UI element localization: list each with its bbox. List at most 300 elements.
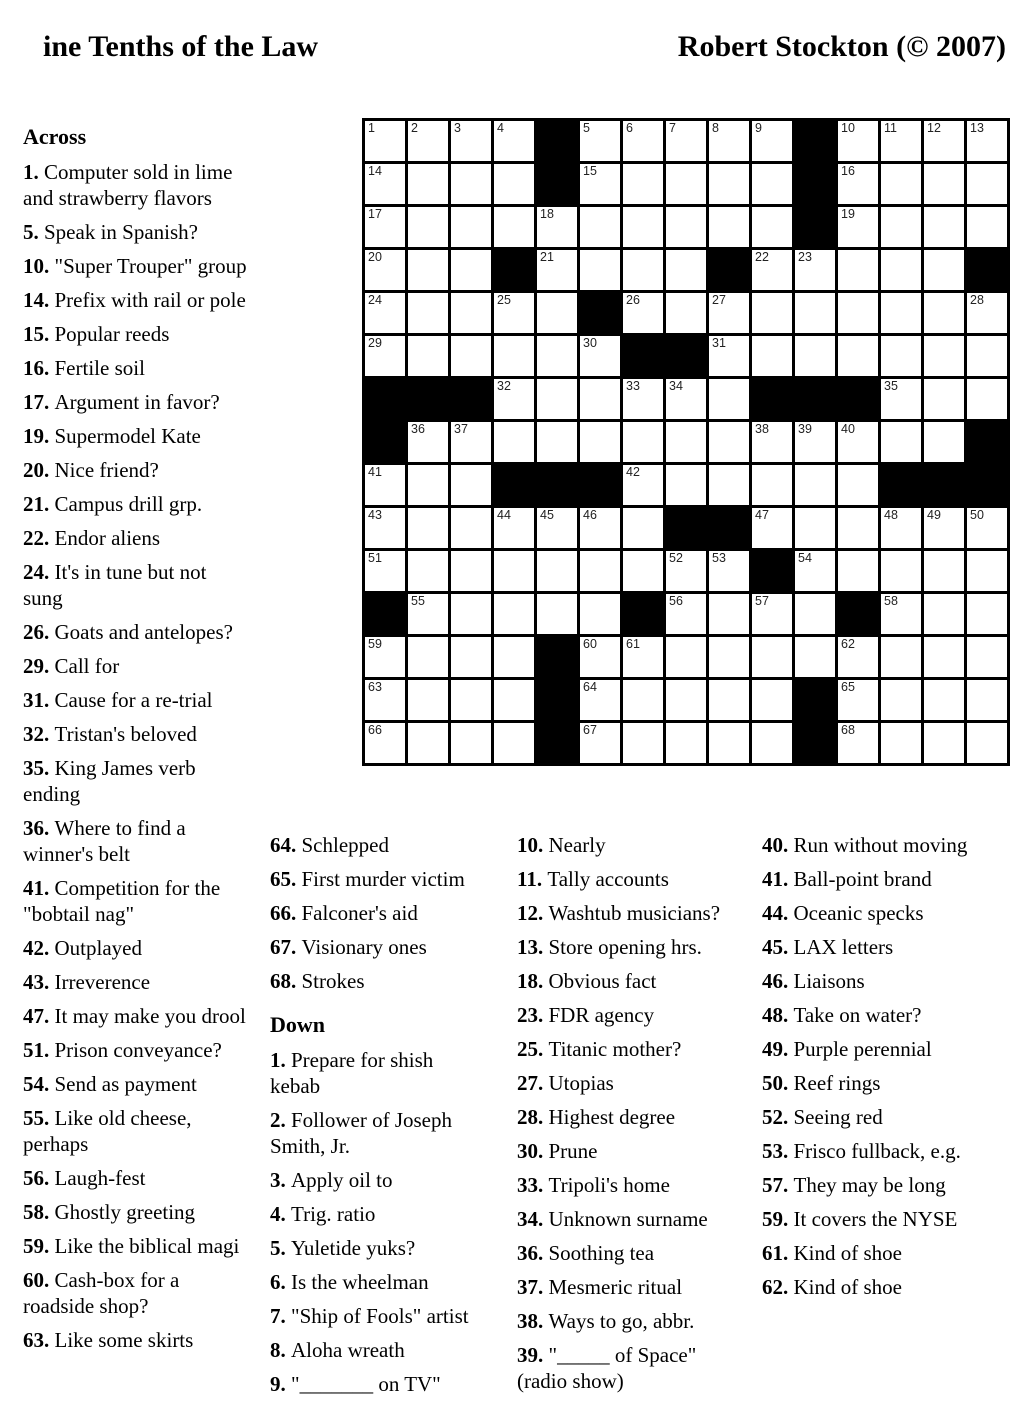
grid-cell: [537, 336, 577, 376]
black-cell: [408, 379, 448, 419]
grid-cell: [494, 164, 534, 204]
grid-cell: [408, 723, 448, 763]
clue-text: Take on water?: [793, 1003, 922, 1027]
clue-number: 19.: [23, 424, 55, 448]
clue-text: Titanic mother?: [548, 1037, 682, 1061]
cell-number: 39: [798, 422, 812, 436]
cell-number: 3: [454, 121, 461, 135]
grid-cell: [408, 465, 448, 505]
grid-cell: [752, 680, 792, 720]
grid-cell: [709, 164, 749, 204]
clue-text: Competition for the "bobtail nag": [23, 876, 221, 926]
grid-cell: [451, 680, 491, 720]
black-cell: [795, 379, 835, 419]
crossword-grid: [362, 118, 1010, 766]
clue-text: Computer sold in lime and strawberry flavors: [23, 160, 233, 210]
grid-cell: [924, 551, 964, 591]
clue-number: 38.: [517, 1309, 549, 1333]
cell-number: 55: [411, 594, 425, 608]
grid-cell: [451, 594, 491, 634]
cell-number: 37: [454, 422, 468, 436]
clue-text: Call for: [54, 654, 120, 678]
clue-text: Visionary ones: [301, 935, 427, 959]
clue-text: Fertile soil: [54, 356, 145, 380]
clue-number: 31.: [23, 688, 55, 712]
clue-text: Obvious fact: [548, 969, 657, 993]
grid-cell: [838, 207, 878, 247]
grid-cell: [623, 723, 663, 763]
black-cell: [752, 379, 792, 419]
down-clues-list-3: [762, 832, 988, 1300]
black-cell: [752, 551, 792, 591]
cell-number: 52: [669, 551, 683, 565]
clue-number: 59.: [23, 1234, 55, 1258]
grid-cell: [451, 723, 491, 763]
grid-cell: [838, 637, 878, 677]
grid-cell: [451, 121, 491, 161]
clue-number: 43.: [23, 970, 55, 994]
black-cell: [795, 207, 835, 247]
across-clue-1: [23, 159, 247, 211]
grid-cell: [451, 164, 491, 204]
down-clue-25: [517, 1036, 737, 1062]
cell-number: 41: [368, 465, 382, 479]
down-clues-list-2: [517, 832, 737, 1394]
down-clue-37: [517, 1274, 737, 1300]
grid-cell: [494, 121, 534, 161]
clue-number: 28.: [517, 1105, 549, 1129]
grid-cell: [580, 336, 620, 376]
grid-cell: [451, 422, 491, 462]
down-clue-46: [762, 968, 988, 994]
down-clue-45: [762, 934, 988, 960]
clue-text: Schlepped: [301, 833, 389, 857]
grid-cell: [666, 680, 706, 720]
grid-cell: [365, 207, 405, 247]
grid-cell: [451, 637, 491, 677]
grid-cell: [752, 336, 792, 376]
clue-text: Mesmeric ritual: [548, 1275, 683, 1299]
grid-cell: [924, 680, 964, 720]
clue-number: 41.: [23, 876, 55, 900]
grid-cell: [580, 379, 620, 419]
cell-number: 9: [755, 121, 762, 135]
clue-number: 8.: [270, 1338, 291, 1362]
grid-cell: [967, 551, 1007, 591]
down-clue-10: [517, 832, 737, 858]
grid-cell: [623, 422, 663, 462]
cell-number: 62: [841, 637, 855, 651]
grid-cell: [924, 250, 964, 290]
cell-number: 34: [669, 379, 683, 393]
cell-number: 51: [368, 551, 382, 565]
cell-number: 27: [712, 293, 726, 307]
grid-cell: [365, 164, 405, 204]
across-clue-51: [23, 1037, 247, 1063]
clue-text: They may be long: [793, 1173, 946, 1197]
clue-text: First murder victim: [301, 867, 465, 891]
grid-cell: [967, 594, 1007, 634]
cell-number: 42: [626, 465, 640, 479]
clue-text: Popular reeds: [54, 322, 170, 346]
clue-number: 21.: [23, 492, 55, 516]
clue-number: 49.: [762, 1037, 794, 1061]
grid-cell: [537, 551, 577, 591]
grid-cell: [967, 293, 1007, 333]
clue-text: Cash-box for a roadside shop?: [23, 1268, 180, 1318]
black-cell: [623, 336, 663, 376]
clue-text: "Super Trouper" group: [54, 254, 247, 278]
clue-column-3: [517, 832, 737, 1402]
clue-text: Tripoli's home: [548, 1173, 670, 1197]
clue-number: 37.: [517, 1275, 549, 1299]
grid-cell: [365, 293, 405, 333]
cell-number: 53: [712, 551, 726, 565]
clue-text: FDR agency: [548, 1003, 655, 1027]
grid-cell: [967, 121, 1007, 161]
cell-number: 66: [368, 723, 382, 737]
clue-text: Kind of shoe: [793, 1241, 902, 1265]
across-clue-41: [23, 875, 247, 927]
clue-text: Follower of Joseph Smith, Jr.: [270, 1108, 452, 1158]
grid-cell: [580, 723, 620, 763]
grid-cell: [709, 551, 749, 591]
across-clue-31: [23, 687, 247, 713]
grid-cell: [666, 551, 706, 591]
across-clue-42: [23, 935, 247, 961]
grid-cell: [709, 637, 749, 677]
grid-cell: [494, 723, 534, 763]
grid-cell: [838, 250, 878, 290]
grid-cell: [924, 379, 964, 419]
across-clue-47: [23, 1003, 247, 1029]
cell-number: 43: [368, 508, 382, 522]
clue-number: 50.: [762, 1071, 794, 1095]
grid-cell: [881, 637, 921, 677]
clue-number: 61.: [762, 1241, 794, 1265]
grid-cell: [623, 508, 663, 548]
black-cell: [365, 594, 405, 634]
black-cell: [580, 465, 620, 505]
clue-number: 12.: [517, 901, 549, 925]
grid-cell: [752, 207, 792, 247]
grid-cell: [924, 422, 964, 462]
cell-number: 50: [970, 508, 984, 522]
grid-cell: [752, 164, 792, 204]
clue-text: Argument in favor?: [54, 390, 220, 414]
clue-text: Prune: [548, 1139, 598, 1163]
clue-number: 18.: [517, 969, 549, 993]
cell-number: 21: [540, 250, 554, 264]
clue-number: 41.: [762, 867, 794, 891]
down-clue-50: [762, 1070, 988, 1096]
grid-cell: [967, 508, 1007, 548]
clue-text: Is the wheelman: [291, 1270, 429, 1294]
down-clue-3: [270, 1167, 482, 1193]
grid-cell: [709, 293, 749, 333]
down-clue-1: [270, 1047, 482, 1099]
clue-text: It may make you drool: [54, 1004, 246, 1028]
clue-number: 45.: [762, 935, 794, 959]
down-clue-38: [517, 1308, 737, 1334]
cell-number: 4: [497, 121, 504, 135]
black-cell: [494, 250, 534, 290]
cell-number: 1: [368, 121, 375, 135]
clue-text: Highest degree: [548, 1105, 676, 1129]
clue-text: Endor aliens: [54, 526, 161, 550]
black-cell: [795, 121, 835, 161]
across-clue-22: [23, 525, 247, 551]
grid-cell: [666, 207, 706, 247]
cell-number: 31: [712, 336, 726, 350]
clue-text: Ghostly greeting: [54, 1200, 196, 1224]
clue-number: 68.: [270, 969, 302, 993]
black-cell: [537, 723, 577, 763]
down-clue-53: [762, 1138, 988, 1164]
grid-cell: [623, 637, 663, 677]
clue-column-1: [23, 124, 247, 1361]
clue-number: 16.: [23, 356, 55, 380]
grid-cell: [537, 250, 577, 290]
cell-number: 19: [841, 207, 855, 221]
grid-cell: [537, 508, 577, 548]
across-clue-68: [270, 968, 482, 994]
black-cell: [537, 680, 577, 720]
grid-cell: [408, 637, 448, 677]
clue-text: Ball-point brand: [793, 867, 932, 891]
clue-text: Send as payment: [54, 1072, 197, 1096]
across-clue-15: [23, 321, 247, 347]
grid-cell: [838, 551, 878, 591]
clue-number: 1.: [270, 1048, 291, 1072]
down-clue-28: [517, 1104, 737, 1130]
cell-number: 49: [927, 508, 941, 522]
clue-number: 27.: [517, 1071, 549, 1095]
cell-number: 68: [841, 723, 855, 737]
across-clue-54: [23, 1071, 247, 1097]
grid-cell: [709, 465, 749, 505]
clue-number: 13.: [517, 935, 549, 959]
down-clue-57: [762, 1172, 988, 1198]
down-clue-13: [517, 934, 737, 960]
grid-cell: [365, 121, 405, 161]
down-clue-49: [762, 1036, 988, 1062]
clue-number: 60.: [23, 1268, 55, 1292]
black-cell: [838, 379, 878, 419]
clue-number: 10.: [517, 833, 549, 857]
clue-number: 52.: [762, 1105, 794, 1129]
clue-text: Prefix with rail or pole: [54, 288, 246, 312]
grid-cell: [408, 594, 448, 634]
grid-cell: [580, 164, 620, 204]
black-cell: [967, 465, 1007, 505]
grid-cell: [623, 293, 663, 333]
grid-cell: [881, 207, 921, 247]
grid-cell: [752, 121, 792, 161]
grid-cell: [838, 164, 878, 204]
clue-number: 59.: [762, 1207, 794, 1231]
clue-number: 57.: [762, 1173, 794, 1197]
grid-cell: [752, 594, 792, 634]
cell-number: 29: [368, 336, 382, 350]
grid-cell: [623, 121, 663, 161]
grid-cell: [537, 422, 577, 462]
grid-cell: [881, 551, 921, 591]
clue-number: 7.: [270, 1304, 291, 1328]
clue-text: Speak in Spanish?: [44, 220, 198, 244]
clue-number: 62.: [762, 1275, 794, 1299]
clue-number: 36.: [517, 1241, 549, 1265]
grid-cell: [365, 637, 405, 677]
grid-cell: [580, 551, 620, 591]
clue-number: 35.: [23, 756, 55, 780]
black-cell: [795, 723, 835, 763]
grid-cell: [924, 164, 964, 204]
clue-text: Prepare for shish kebab: [270, 1048, 434, 1098]
clue-text: Run without moving: [793, 833, 968, 857]
grid-cell: [666, 121, 706, 161]
grid-cell: [623, 680, 663, 720]
grid-cell: [451, 551, 491, 591]
down-clue-2: [270, 1107, 482, 1159]
cell-number: 14: [368, 164, 382, 178]
grid-cell: [365, 680, 405, 720]
grid-cell: [709, 723, 749, 763]
across-clue-32: [23, 721, 247, 747]
grid-cell: [408, 508, 448, 548]
grid-cell: [752, 422, 792, 462]
black-cell: [709, 508, 749, 548]
cell-number: 56: [669, 594, 683, 608]
black-cell: [580, 293, 620, 333]
clue-number: 3.: [270, 1168, 291, 1192]
clue-number: 39.: [517, 1343, 549, 1367]
down-clue-12: [517, 900, 737, 926]
grid-cell: [666, 422, 706, 462]
clue-text: Like old cheese, perhaps: [23, 1106, 192, 1156]
clue-text: Soothing tea: [548, 1241, 655, 1265]
grid-cell: [537, 207, 577, 247]
across-clue-35: [23, 755, 247, 807]
grid-cell: [365, 723, 405, 763]
cell-number: 47: [755, 508, 769, 522]
grid-cell: [623, 164, 663, 204]
across-clue-24: [23, 559, 247, 611]
across-clue-66: [270, 900, 482, 926]
cell-number: 48: [884, 508, 898, 522]
clue-number: 30.: [517, 1139, 549, 1163]
grid-cell: [623, 551, 663, 591]
grid-cell: [838, 680, 878, 720]
grid-cell: [795, 336, 835, 376]
cell-number: 38: [755, 422, 769, 436]
grid-cell: [365, 508, 405, 548]
cell-number: 58: [884, 594, 898, 608]
cell-number: 64: [583, 680, 597, 694]
clue-text: Nearly: [548, 833, 606, 857]
grid-cell: [666, 637, 706, 677]
grid-cell: [580, 594, 620, 634]
clue-number: 1.: [23, 160, 44, 184]
cell-number: 15: [583, 164, 597, 178]
grid-cell: [924, 336, 964, 376]
grid-cell: [795, 594, 835, 634]
black-cell: [881, 465, 921, 505]
grid-cell: [580, 121, 620, 161]
black-cell: [537, 637, 577, 677]
cell-number: 24: [368, 293, 382, 307]
clue-number: 56.: [23, 1166, 55, 1190]
cell-number: 11: [884, 121, 897, 135]
cell-number: 60: [583, 637, 597, 651]
cell-number: 40: [841, 422, 855, 436]
across-clue-65: [270, 866, 482, 892]
black-cell: [537, 465, 577, 505]
grid-cell: [967, 379, 1007, 419]
down-clue-59: [762, 1206, 988, 1232]
clue-number: 14.: [23, 288, 55, 312]
clue-number: 67.: [270, 935, 302, 959]
grid-cell: [709, 207, 749, 247]
across-clue-58: [23, 1199, 247, 1225]
grid-cell: [537, 594, 577, 634]
across-clue-21: [23, 491, 247, 517]
clue-text: Tristan's beloved: [54, 722, 197, 746]
black-cell: [924, 465, 964, 505]
clue-number: 25.: [517, 1037, 549, 1061]
grid-cell: [709, 336, 749, 376]
clue-text: Washtub musicians?: [548, 901, 721, 925]
grid-cell: [451, 508, 491, 548]
across-clue-63: [23, 1327, 247, 1353]
cell-number: 59: [368, 637, 382, 651]
down-clue-11: [517, 866, 737, 892]
down-clue-62: [762, 1274, 988, 1300]
clue-number: 10.: [23, 254, 55, 278]
down-clue-41: [762, 866, 988, 892]
grid-cell: [666, 250, 706, 290]
cell-number: 2: [411, 121, 418, 135]
clue-text: Oceanic specks: [793, 901, 924, 925]
grid-cell: [924, 637, 964, 677]
across-clue-36: [23, 815, 247, 867]
grid-cell: [365, 551, 405, 591]
grid-cell: [494, 207, 534, 247]
cell-number: 25: [497, 293, 511, 307]
clue-text: Utopias: [548, 1071, 614, 1095]
cell-number: 26: [626, 293, 640, 307]
cell-number: 22: [755, 250, 769, 264]
clue-text: Unknown surname: [548, 1207, 708, 1231]
clue-text: Reef rings: [793, 1071, 881, 1095]
grid-cell: [494, 594, 534, 634]
down-header: Down: [270, 1012, 326, 1037]
cell-number: 12: [927, 121, 941, 135]
black-cell: [365, 422, 405, 462]
down-clue-9: [270, 1371, 482, 1397]
grid-cell: [580, 680, 620, 720]
cell-number: 6: [626, 121, 633, 135]
grid-cell: [795, 465, 835, 505]
clue-number: 40.: [762, 833, 794, 857]
cell-number: 36: [411, 422, 425, 436]
grid-cell: [408, 293, 448, 333]
grid-cell: [924, 594, 964, 634]
grid-cell: [709, 121, 749, 161]
clue-number: 15.: [23, 322, 55, 346]
across-clue-59: [23, 1233, 247, 1259]
grid-cell: [623, 379, 663, 419]
